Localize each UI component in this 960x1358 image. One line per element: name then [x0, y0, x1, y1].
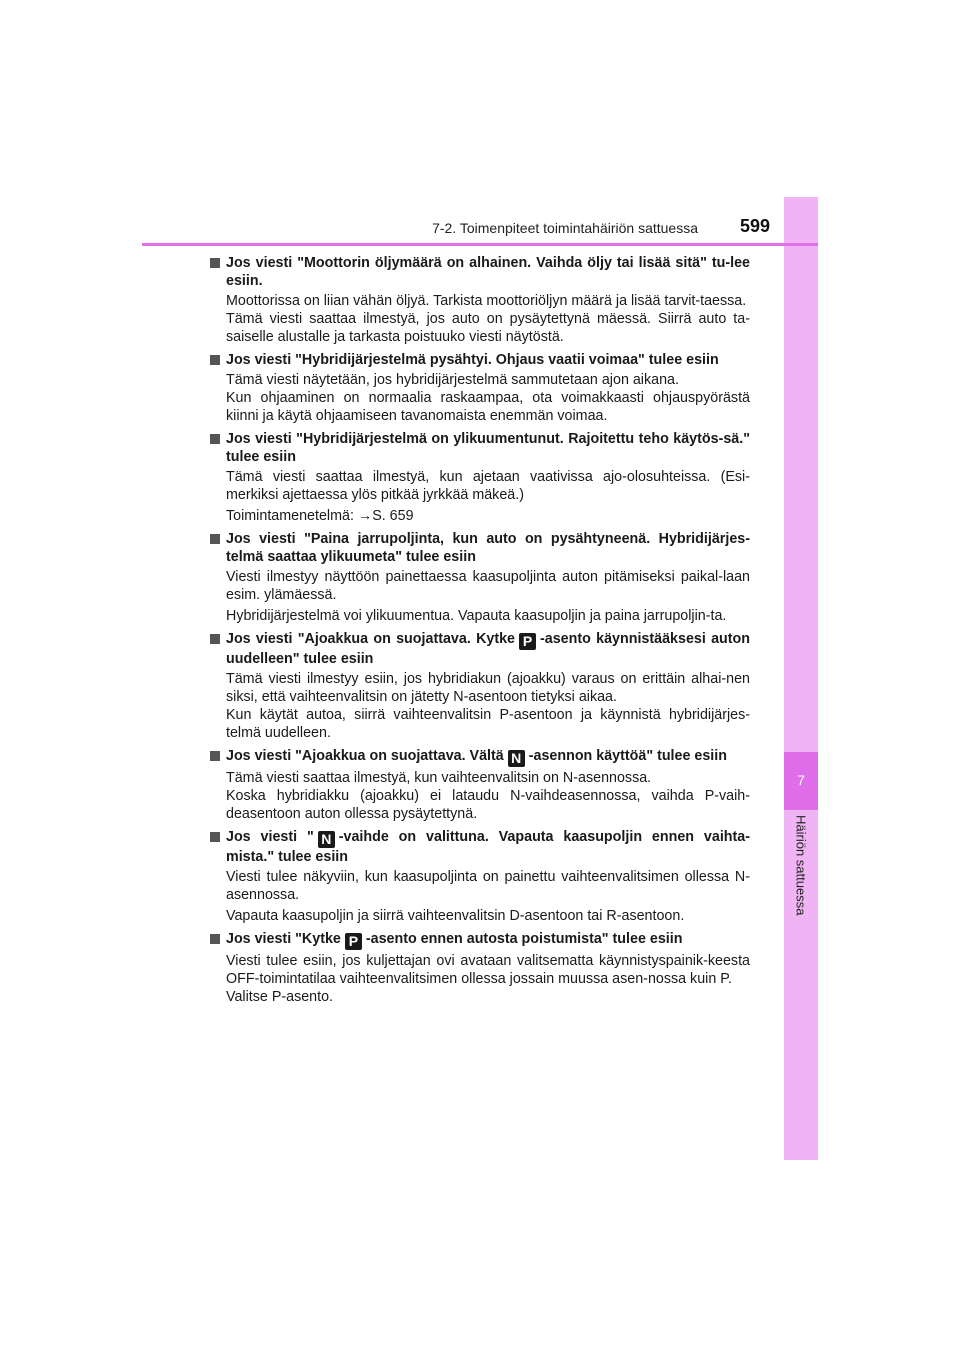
- p-position-icon: P: [519, 633, 536, 650]
- section-select-p: [210, 930, 750, 1006]
- section-oil: [210, 254, 750, 346]
- paragraph: Tämä viesti saattaa ilmestyä, kun ajetaan vaativissa ajo-olosuhteissa. (Esi-merkiksi ajettaessa ylös pitkää jyrkkää mäkeä.): [226, 469, 750, 503]
- square-bullet-icon: [210, 434, 220, 444]
- paragraph: Moottorissa on liian vähän öljyä. Tarkista moottoriöljyn määrä ja lisää tarvit-taessa. Tämä viesti saattaa ilmestyä, jos auto on pysäytettynä mäessä. Siirrä auto ta-saiselle alustalle ja tarkasta poistuuko viesti näytöstä.: [226, 293, 750, 345]
- chapter-marker: [784, 752, 818, 810]
- content: [210, 254, 750, 1011]
- section-heading: Jos viesti "Moottorin öljymäärä on alhainen. Vaihda öljy tai lisää sitä" tu-lee esiin.: [210, 254, 750, 290]
- section-battery-p: [210, 630, 750, 742]
- p-position-icon: P: [345, 933, 362, 950]
- chapter-number: 7: [797, 772, 805, 788]
- section-title: 7-2. Toimenpiteet toimintahäiriön sattuessa: [432, 220, 698, 236]
- side-tab: [784, 197, 818, 1160]
- chapter-title: Häiriön sattuessa: [793, 815, 809, 916]
- paragraph: Viesti tulee näkyviin, kun kaasupoljinta on painettu vaihteenvalitsimen ollessa N-asennossa.: [226, 869, 750, 903]
- paragraph: Viesti ilmestyy näyttöön painettaessa kaasupoljinta auton pitämiseksi paikal-laan esim. ylämäessä.: [226, 569, 750, 603]
- section-overheat: [210, 430, 750, 525]
- section-heading: Jos viesti "Hybridijärjestelmä on ylikuumentunut. Rajoitettu teho käytös-sä." tulee esiin: [210, 430, 750, 466]
- section-n-selected: [210, 828, 750, 925]
- square-bullet-icon: [210, 355, 220, 365]
- page-number: 599: [740, 216, 771, 236]
- square-bullet-icon: [210, 634, 220, 644]
- square-bullet-icon: [210, 751, 220, 761]
- header-rule: [142, 243, 818, 246]
- section-stopped: [210, 351, 750, 425]
- section-heading: Jos viesti "Ajoakkua on suojattava. Kytke P -asento käynnistääksesi auton uudelleen" tulee esiin: [210, 630, 750, 668]
- paragraph: Tämä viesti saattaa ilmestyä, kun vaihteenvalitsin on N-asennossa. Koska hybridiakku (ajoakku) ei lataudu N-vaihdeasennossa, vaihda P-vaih-deasentoon auton ollessa pysäytettynä.: [226, 770, 750, 822]
- section-heading: Jos viesti "Ajoakkua on suojattava. Vältä N -asennon käyttöä" tulee esiin: [210, 747, 750, 767]
- square-bullet-icon: [210, 832, 220, 842]
- square-bullet-icon: [210, 534, 220, 544]
- paragraph: Tämä viesti ilmestyy esiin, jos hybridiakun (ajoakku) varaus on erittäin alhai-nen siksi, että vaihteenvalitsin on jätetty N-asentoon tietyksi aikaa. Kun käytät autoa, siirrä vaihteenvalitsin P-asentoon ja käynnistä hybridijärjes-telmä uudelleen.: [226, 671, 750, 741]
- section-heading: Jos viesti " N -vaihde on valittuna. Vapauta kaasupoljin ennen vaihta-mista." tulee esiin: [210, 828, 750, 866]
- n-position-icon: N: [318, 831, 335, 848]
- section-heading: Jos viesti "Hybridijärjestelmä pysähtyi. Ohjaus vaatii voimaa" tulee esiin: [210, 351, 750, 369]
- square-bullet-icon: [210, 258, 220, 268]
- paragraph: Vapauta kaasupoljin ja siirrä vaihteenvalitsin D-asentoon tai R-asentoon.: [226, 908, 685, 924]
- paragraph: Viesti tulee esiin, jos kuljettajan ovi avataan valitsematta käynnistyspainik-keesta OFF-toimintatilaa vaihteenvalitsimen ollessa jossain muussa asen-nossa kuin P. Valitse P-asento.: [226, 953, 750, 1005]
- paragraph: Toimintamenetelmä: →S. 659: [226, 508, 414, 524]
- section-brake: [210, 530, 750, 625]
- section-battery-n: [210, 747, 750, 823]
- section-heading: Jos viesti "Kytke P -asento ennen autosta poistumista" tulee esiin: [210, 930, 750, 950]
- section-heading: Jos viesti "Paina jarrupoljinta, kun auto on pysähtyneenä. Hybridijärjes-telmä saattaa ylikuumeta" tulee esiin: [210, 530, 750, 566]
- n-position-icon: N: [508, 750, 525, 767]
- paragraph: Hybridijärjestelmä voi ylikuumentua. Vapauta kaasupoljin ja paina jarrupoljin-ta.: [226, 608, 727, 624]
- paragraph: Tämä viesti näytetään, jos hybridijärjestelmä sammutetaan ajon aikana. Kun ohjaaminen on normaalia raskaampaa, ota voimakkaasti ohjauspyörästä kiinni ja käytä ohjaamiseen tavanomaista enemmän voimaa.: [226, 372, 750, 424]
- square-bullet-icon: [210, 934, 220, 944]
